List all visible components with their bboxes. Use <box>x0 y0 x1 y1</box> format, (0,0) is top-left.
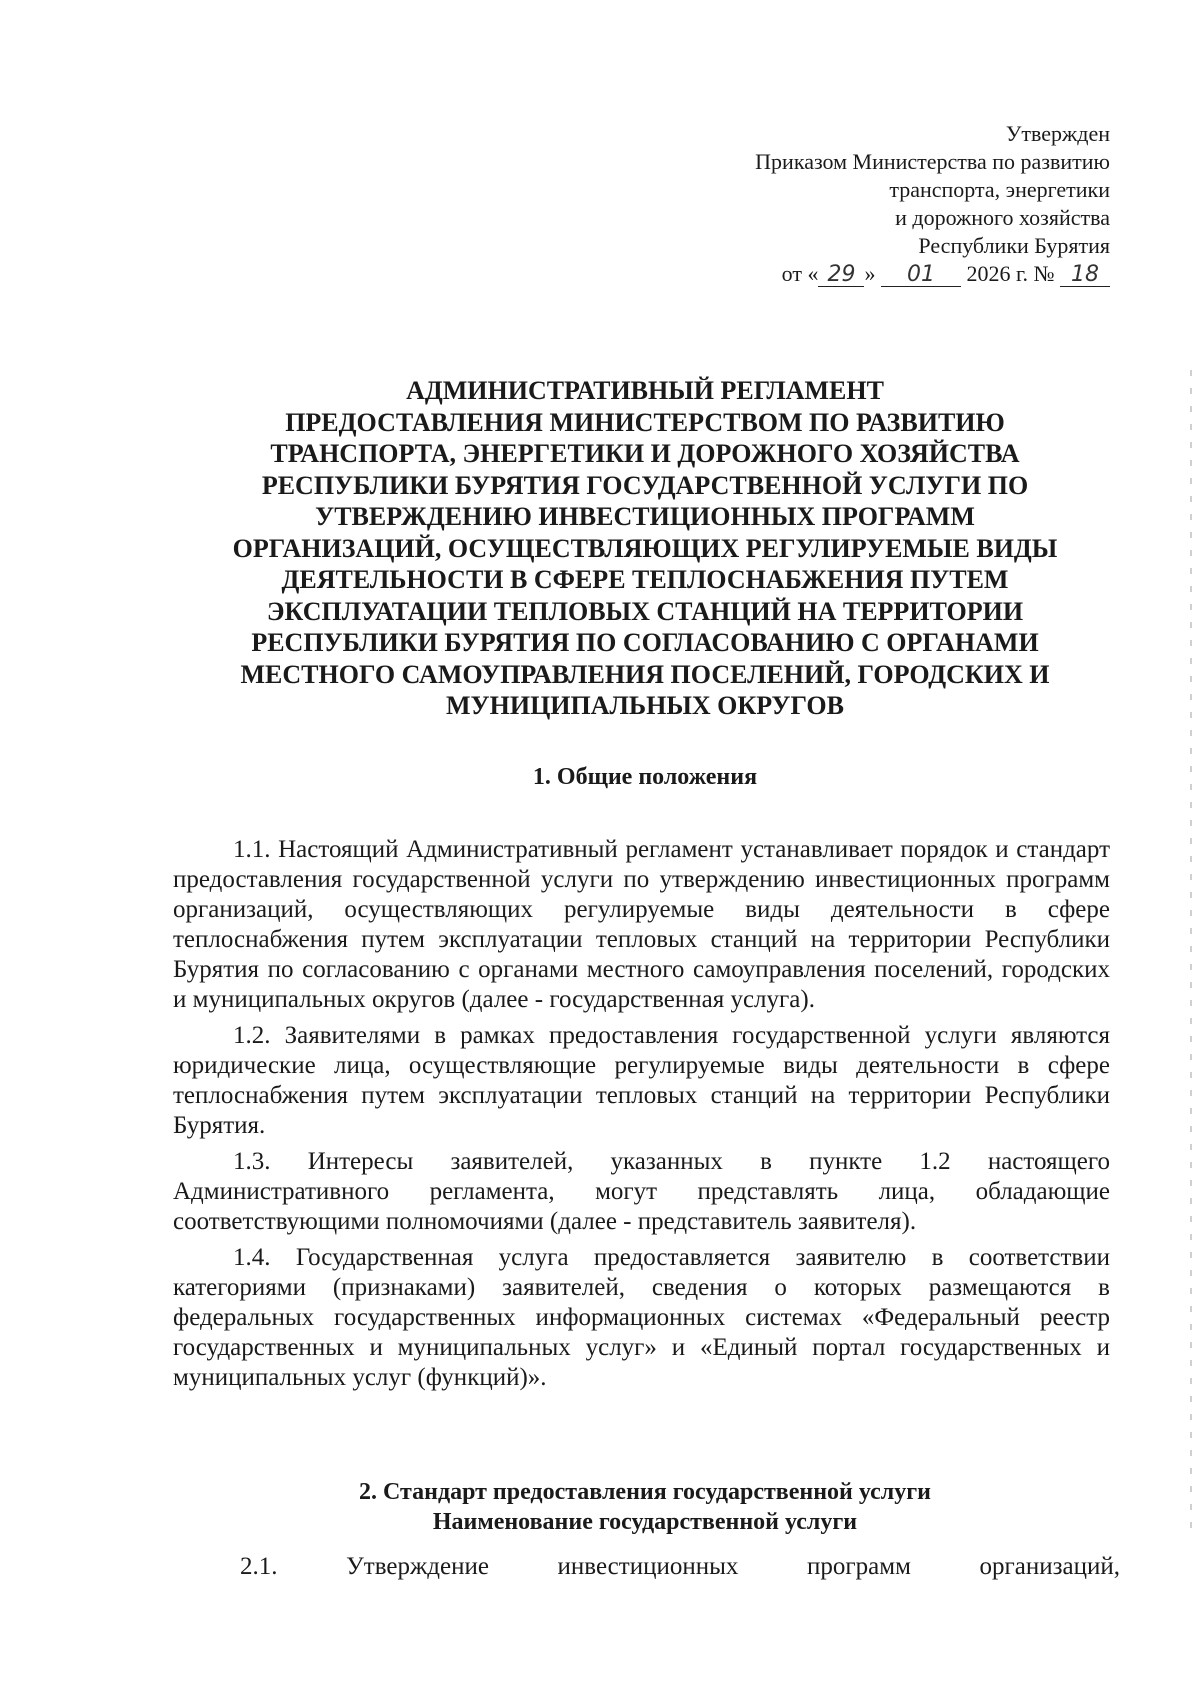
title-line: РЕСПУБЛИКИ БУРЯТИЯ ПО СОГЛАСОВАНИЮ С ОРГАНАМИ <box>251 628 1039 657</box>
document-title <box>150 375 1140 722</box>
paragraph-1-1: 1.1. Настоящий Административный регламент устанавливает порядок и стандарт предоставления государственной услуги по утверждению инвестиционных программ организаций, осуществляющих регулируемые виды деятельности в сфере теплоснабжения путем эксплуатации тепловых станций на территории Республики Бурятия по согласованию с органами местного самоуправления поселений, городских и муниципальных округов (далее - государственная услуга). <box>173 836 1110 1013</box>
approval-line-3: транспорта, энергетики <box>889 177 1110 202</box>
date-mid: » <box>864 261 876 286</box>
title-line: ТРАНСПОРТА, ЭНЕРГЕТИКИ И ДОРОЖНОГО ХОЗЯЙСТВА <box>270 439 1020 468</box>
paragraph-2-1-first-line <box>240 1552 1120 1582</box>
approval-line-1: Утвержден <box>1005 121 1110 146</box>
title-line: ЭКСПЛУАТАЦИИ ТЕПЛОВЫХ СТАНЦИЙ НА ТЕРРИТОРИИ <box>266 596 1024 626</box>
section-1-heading: 1. Общие положения <box>532 764 758 790</box>
title-line: МУНИЦИПАЛЬНЫХ ОКРУГОВ <box>446 691 844 720</box>
title-line: ДЕЯТЕЛЬНОСТИ В СФЕРЕ ТЕПЛОСНАБЖЕНИЯ ПУТЕМ <box>281 565 1009 594</box>
section-1-body <box>173 835 1110 1399</box>
title-line: МЕСТНОГО САМОУПРАВЛЕНИЯ ПОСЕЛЕНИЙ, ГОРОДСКИХ И <box>240 659 1050 689</box>
paragraph-1-4: 1.4. Государственная услуга предоставляется заявителю в соответствии категориями (признаками) заявителей, сведения о которых размещаются в федеральных государственных информационных системах «Федеральный реестр государственных и муниципальных услуг» и «Единый портал государственных и муниципальных услуг (функций)». <box>173 1244 1110 1391</box>
approval-date-line <box>755 260 1110 288</box>
approval-line-2: Приказом Министерства по развитию <box>755 149 1110 174</box>
date-prefix: от « <box>781 261 819 286</box>
approval-stamp-block <box>755 120 1110 288</box>
title-line: АДМИНИСТРАТИВНЫЙ РЕГЛАМЕНТ <box>406 376 884 405</box>
word: программ <box>807 1553 911 1580</box>
paragraph-1-3: 1.3. Интересы заявителей, указанных в пункте 1.2 настоящего Административного регламента, могут представлять лица, обладающие соответствующими полномочиями (далее - представитель заявителя). <box>173 1148 1110 1235</box>
title-line: ОРГАНИЗАЦИЙ, ОСУЩЕСТВЛЯЮЩИХ РЕГУЛИРУЕМЫЕ ВИДЫ <box>232 533 1058 563</box>
word: организаций, <box>979 1553 1120 1580</box>
order-number-handwritten: 18 <box>1060 264 1110 287</box>
scan-edge-mark <box>1190 370 1192 1540</box>
section-2-heading: 2. Стандарт предоставления государственной услуги <box>359 1479 931 1505</box>
word: Утверждение <box>346 1553 489 1580</box>
date-day-handwritten: 29 <box>818 264 864 287</box>
paragraph-1-2: 1.2. Заявителями в рамках предоставления государственной услуги являются юридические лица, осуществляющие регулируемые виды деятельности в сфере теплоснабжения путем эксплуатации тепловых станций на территории Республики Бурятия. <box>173 1022 1110 1139</box>
section-2-subheading: Наименование государственной услуги <box>432 1509 858 1535</box>
word: 2.1. <box>240 1553 278 1580</box>
title-line: ПРЕДОСТАВЛЕНИЯ МИНИСТЕРСТВОМ ПО РАЗВИТИЮ <box>285 407 1005 437</box>
word: инвестиционных <box>557 1553 739 1580</box>
title-line: РЕСПУБЛИКИ БУРЯТИЯ ГОСУДАРСТВЕННОЙ УСЛУГИ ПО <box>261 470 1029 500</box>
title-line: УТВЕРЖДЕНИЮ ИНВЕСТИЦИОННЫХ ПРОГРАММ <box>315 502 975 531</box>
approval-line-5: Республики Бурятия <box>918 233 1110 258</box>
date-month-handwritten: 01 <box>881 264 961 287</box>
approval-line-4: и дорожного хозяйства <box>895 205 1110 230</box>
date-year: 2026 г. № <box>966 261 1055 286</box>
